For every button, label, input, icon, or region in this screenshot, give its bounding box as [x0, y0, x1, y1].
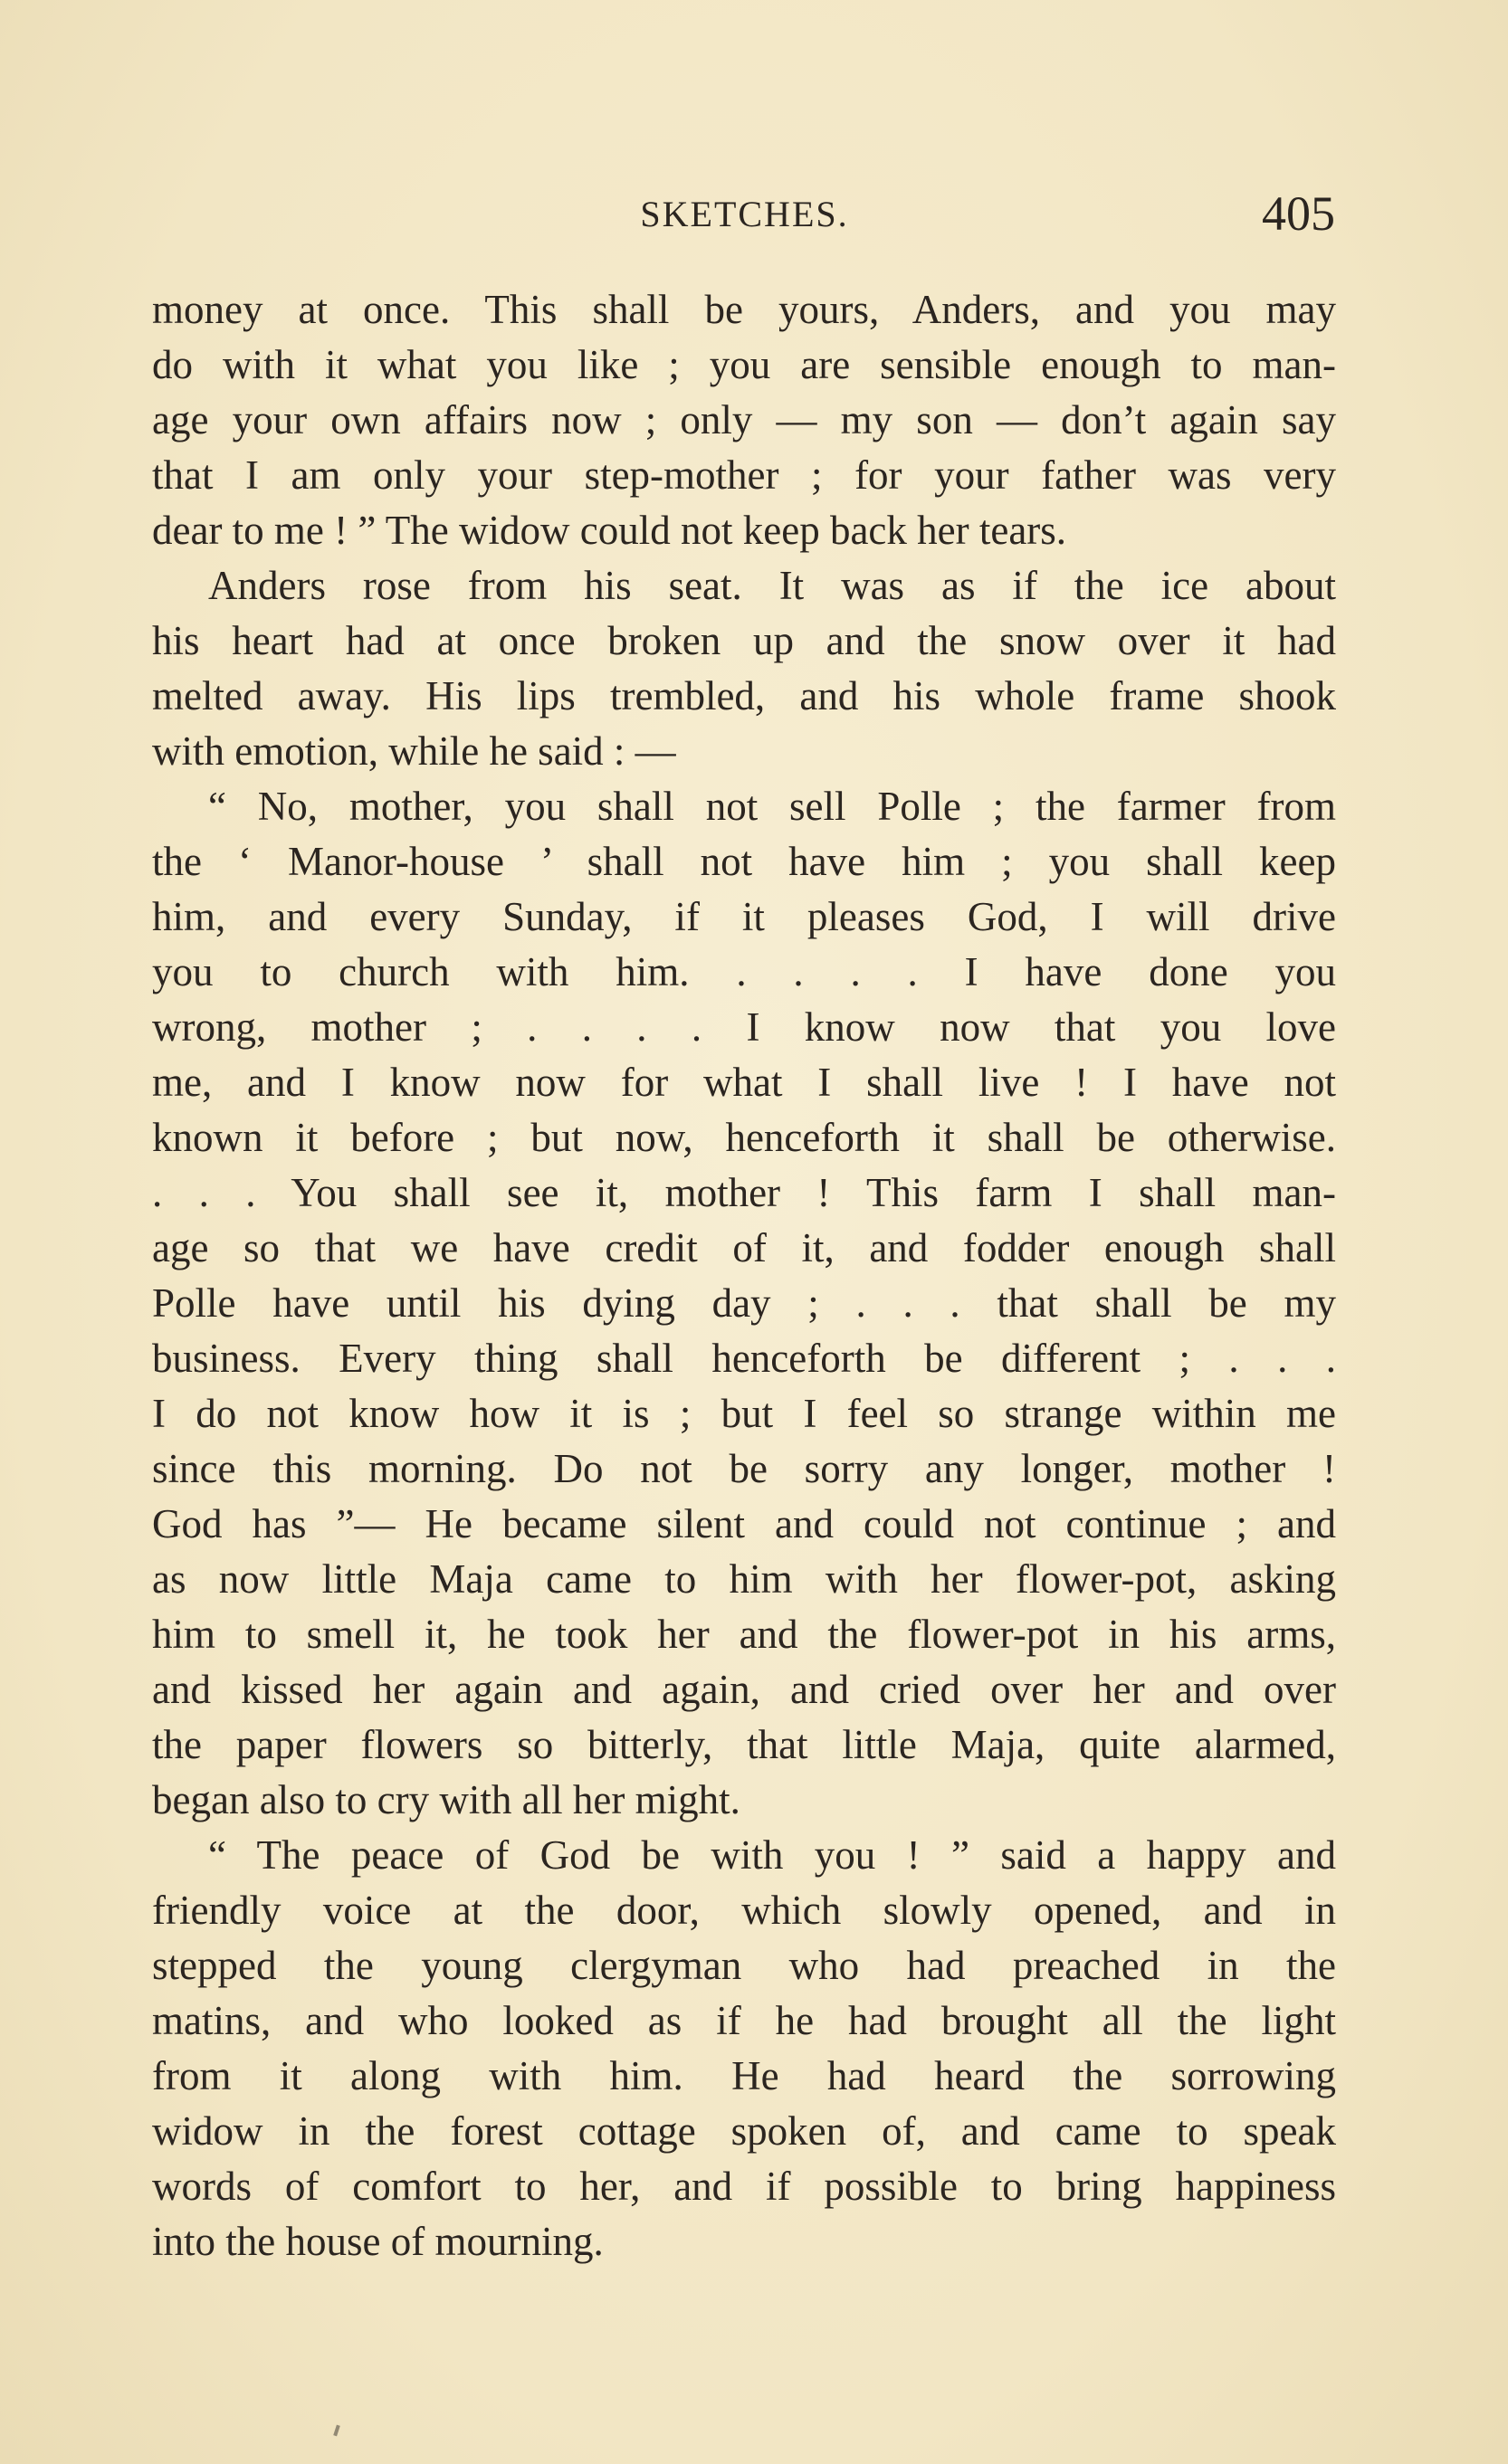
text-line: do with it what you like ; you are sensible enough to man-: [152, 342, 1336, 387]
text-line: the ‘ Manor-house ’ shall not have him ; you shall keep: [152, 839, 1336, 884]
text-line: stepped the young clergyman who had preached in the: [152, 1943, 1336, 1988]
text-line: I do not know how it is ; but I feel so strange within me: [152, 1391, 1336, 1436]
text-line: wrong, mother ; . . . . I know now that you love: [152, 1004, 1336, 1050]
text-line: him, and every Sunday, if it pleases God, I will drive: [152, 894, 1336, 939]
text-line: Polle have until his dying day ; . . . that shall be my: [152, 1280, 1336, 1326]
text-line: friendly voice at the door, which slowly opened, and in: [152, 1888, 1336, 1933]
running-title: SKETCHES.: [640, 194, 849, 234]
body-text: [152, 282, 1336, 2269]
text-line: matins, and who looked as if he had brought all the light: [152, 1998, 1336, 2043]
text-line: as now little Maja came to him with her flower-pot, asking: [152, 1556, 1336, 1602]
text-line: you to church with him. . . . . I have done you: [152, 949, 1336, 994]
text-line: dear to me ! ” The widow could not keep back her tears.: [152, 508, 1067, 553]
text-line: . . . You shall see it, mother ! This farm I shall man-: [152, 1170, 1336, 1215]
text-line: the paper flowers so bitterly, that little Maja, quite alarmed,: [152, 1722, 1336, 1767]
text-line: known it before ; but now, henceforth it shall be otherwise.: [152, 1115, 1336, 1160]
page-number: 405: [1262, 186, 1335, 241]
text-line: God has ”— He became silent and could not continue ; and: [152, 1501, 1336, 1546]
text-line: since this morning. Do not be sorry any longer, mother !: [152, 1446, 1336, 1491]
text-line: words of comfort to her, and if possible to bring happiness: [152, 2164, 1336, 2209]
text-line: began also to cry with all her might.: [152, 1777, 740, 1822]
text-line: with emotion, while he said : —: [152, 728, 676, 774]
text-line: “ The peace of God be with you ! ” said a happy and: [208, 1832, 1336, 1878]
text-line: his heart had at once broken up and the snow over it had: [152, 618, 1336, 663]
text-line: age so that we have credit of it, and fodder enough shall: [152, 1225, 1336, 1270]
text-line: from it along with him. He had heard the sorrowing: [152, 2053, 1336, 2098]
text-line: melted away. His lips trembled, and his whole frame shook: [152, 673, 1336, 718]
text-line: widow in the forest cottage spoken of, and came to speak: [152, 2108, 1336, 2154]
text-line: into the house of mourning.: [152, 2219, 604, 2264]
text-line: Anders rose from his seat. It was as if the ice about: [208, 563, 1336, 608]
running-head: [154, 186, 1335, 249]
text-line: “ No, mother, you shall not sell Polle ; the farmer from: [208, 784, 1336, 829]
text-line: business. Every thing shall henceforth be different ; . . .: [152, 1336, 1336, 1381]
text-line: and kissed her again and again, and cried over her and over: [152, 1667, 1336, 1712]
text-line: me, and I know now for what I shall live ! I have not: [152, 1060, 1336, 1105]
text-line: him to smell it, he took her and the flower-pot in his arms,: [152, 1612, 1336, 1657]
ink-speck: [333, 2425, 340, 2437]
text-line: that I am only your step-mother ; for your father was very: [152, 452, 1336, 498]
text-line: money at once. This shall be yours, Anders, and you may: [152, 287, 1336, 332]
text-line: age your own affairs now ; only — my son — don’t again say: [152, 397, 1336, 442]
